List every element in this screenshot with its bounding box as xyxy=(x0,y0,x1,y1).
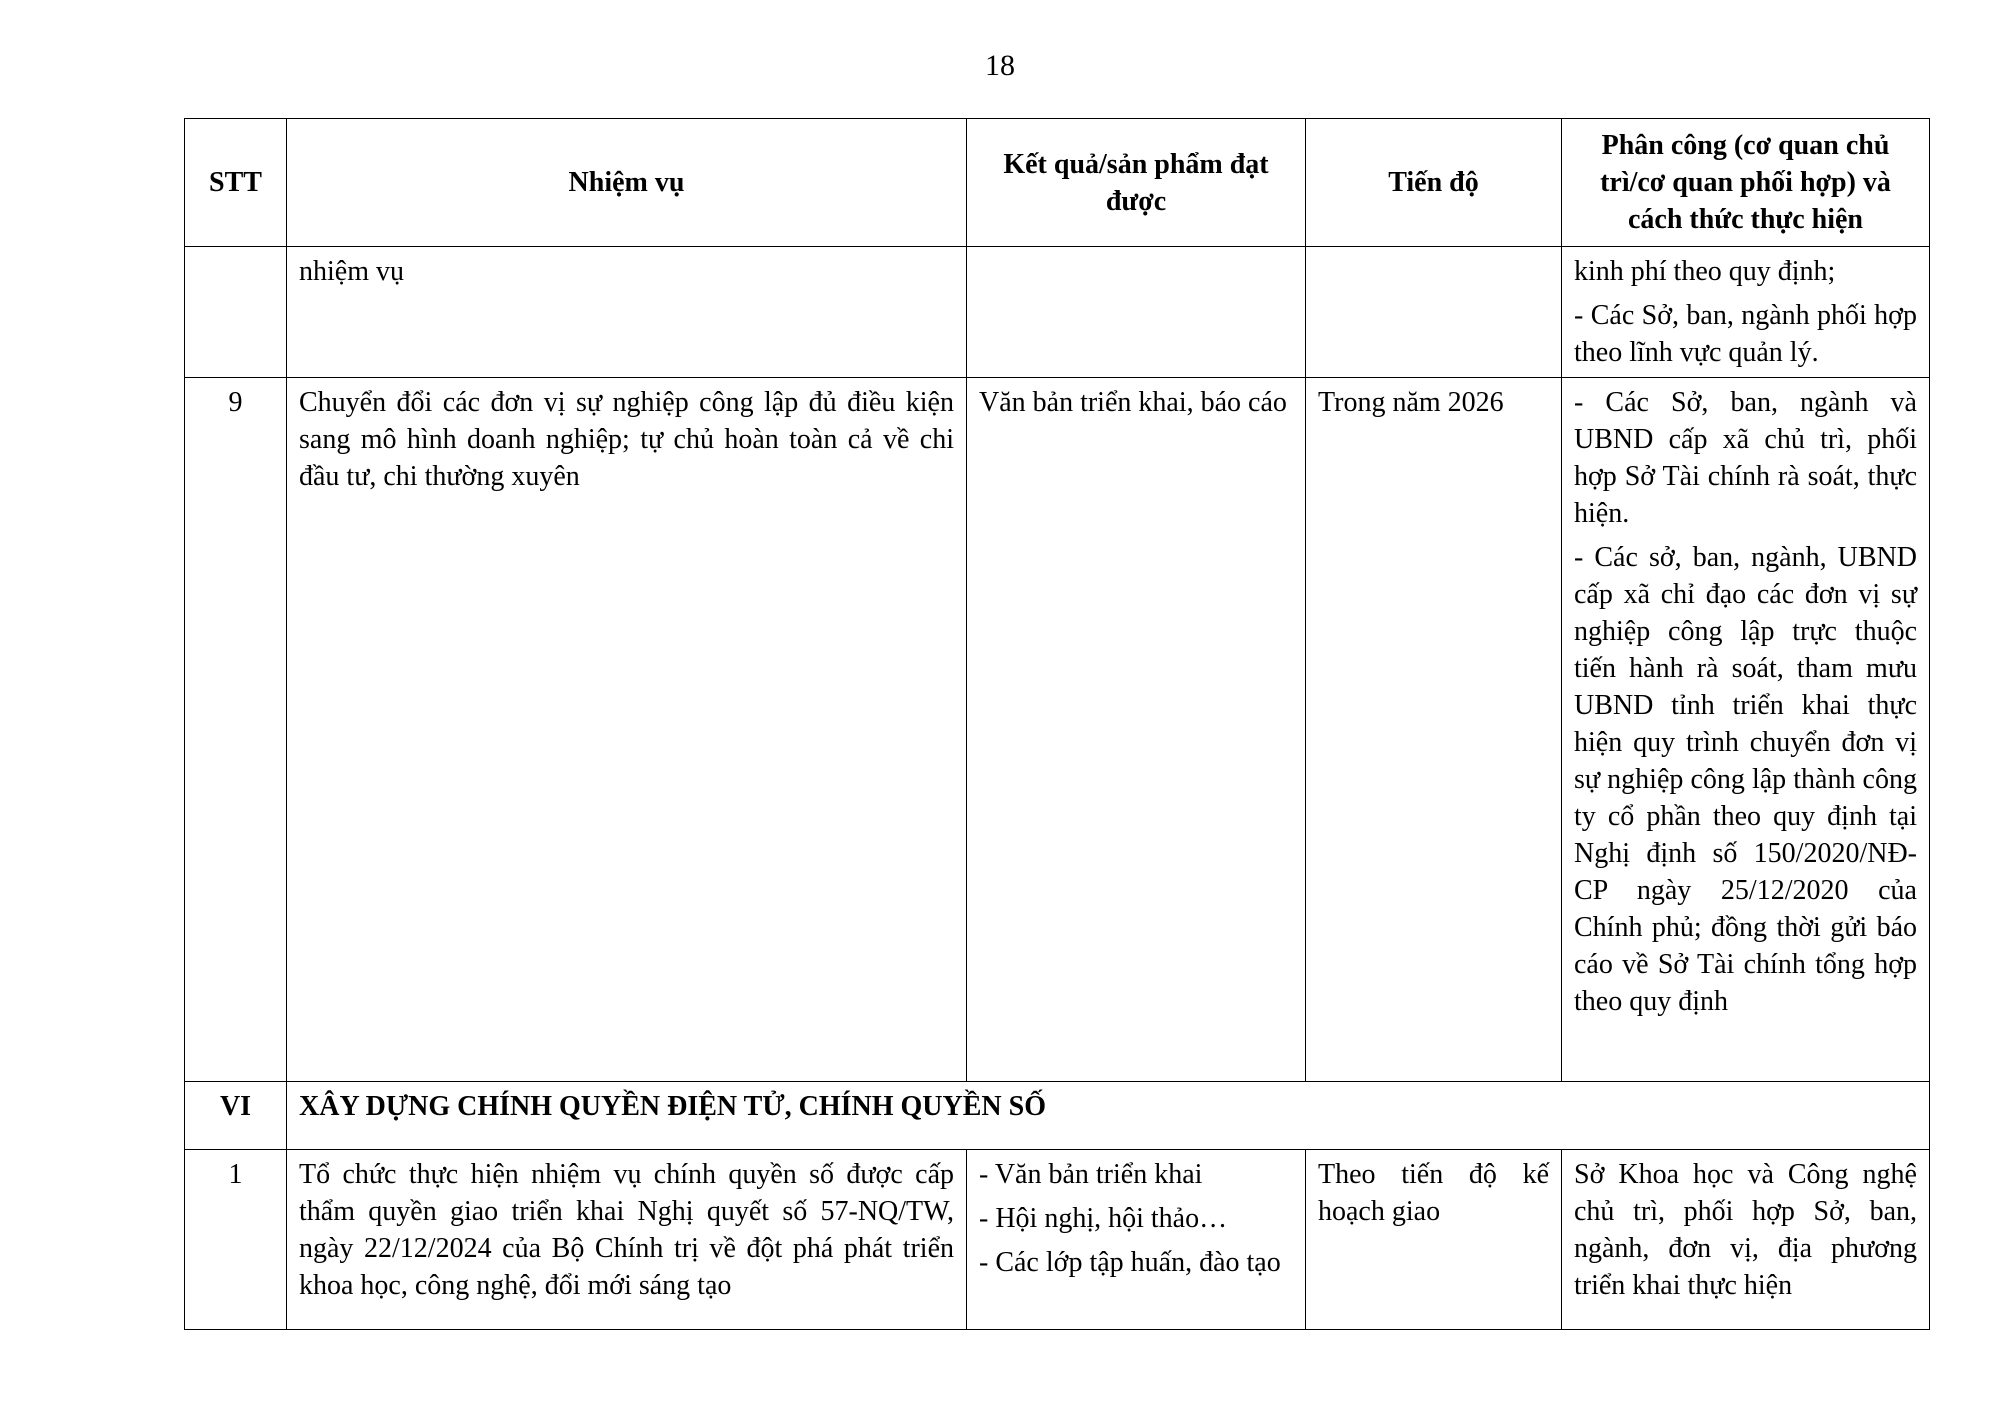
table-header-row xyxy=(185,119,1930,247)
row-stt: 9 xyxy=(185,378,287,1082)
row-task: Tổ chức thực hiện nhiệm vụ chính quyền số được cấp thẩm quyền giao triển khai Nghị quyết số 57-NQ/TW, ngày 22/12/2024 của Bộ Chính trị về đột phá phát triển khoa học, công nghệ, đổi mới sáng tạo xyxy=(287,1150,967,1330)
header-result: Kết quả/sản phẩm đạt được xyxy=(967,119,1306,247)
result-item: - Hội nghị, hội thảo… xyxy=(979,1203,1228,1234)
result-item: - Các lớp tập huấn, đào tạo xyxy=(979,1247,1281,1278)
header-stt: STT xyxy=(185,119,287,247)
row-progress: Trong năm 2026 xyxy=(1306,378,1562,1082)
row-result xyxy=(967,247,1306,378)
row-assignment: Sở Khoa học và Công nghệ chủ trì, phối hợp Sở, ban, ngành, đơn vị, địa phương triển khai thực hiện xyxy=(1562,1150,1930,1330)
row-progress xyxy=(1306,247,1562,378)
assignment-paragraph: - Các Sở, ban, ngành phối hợp theo lĩnh vực quản lý. xyxy=(1574,300,1917,368)
assignment-paragraph: kinh phí theo quy định; xyxy=(1574,256,1836,287)
row-task: Chuyển đổi các đơn vị sự nghiệp công lập đủ điều kiện sang mô hình doanh nghiệp; tự chủ hoàn toàn cả về chi đầu tư, chi thường xuyên xyxy=(287,378,967,1082)
assignment-paragraph: - Các sở, ban, ngành, UBND cấp xã chỉ đạo các đơn vị sự nghiệp công lập trực thuộc tiến hành rà soát, tham mưu UBND tỉnh triển khai thực hiện quy trình chuyển đơn vị sự nghiệp công lập thành công ty cổ phần theo quy định tại Nghị định số 150/2020/NĐ-CP ngày 25/12/2020 của Chính phủ; đồng thời gửi báo cáo về Sở Tài chính tổng hợp theo quy định xyxy=(1574,542,1917,1017)
row-stt: 1 xyxy=(185,1150,287,1330)
row-assignment xyxy=(1562,247,1930,378)
row-assignment xyxy=(1562,378,1930,1082)
header-task: Nhiệm vụ xyxy=(287,119,967,247)
table-row xyxy=(185,1150,1930,1330)
assignment-paragraph: - Các Sở, ban, ngành và UBND cấp xã chủ trì, phối hợp Sở Tài chính rà soát, thực hiện. xyxy=(1574,387,1917,529)
header-progress: Tiến độ xyxy=(1306,119,1562,247)
row-stt xyxy=(185,247,287,378)
section-heading-row xyxy=(185,1082,1930,1150)
row-result: Văn bản triển khai, báo cáo xyxy=(967,378,1306,1082)
section-title: XÂY DỰNG CHÍNH QUYỀN ĐIỆN TỬ, CHÍNH QUYỀN SỐ xyxy=(287,1082,1930,1150)
table-row xyxy=(185,378,1930,1082)
result-item: - Văn bản triển khai xyxy=(979,1159,1203,1190)
header-assignment: Phân công (cơ quan chủ trì/cơ quan phối hợp) và cách thức thực hiện xyxy=(1562,119,1930,247)
task-plan-table xyxy=(184,118,1930,1330)
row-task: nhiệm vụ xyxy=(287,247,967,378)
section-number: VI xyxy=(185,1082,287,1150)
row-result xyxy=(967,1150,1306,1330)
page-number: 18 xyxy=(985,49,1015,82)
table-row xyxy=(185,247,1930,378)
row-progress: Theo tiến độ kế hoạch giao xyxy=(1306,1150,1562,1330)
